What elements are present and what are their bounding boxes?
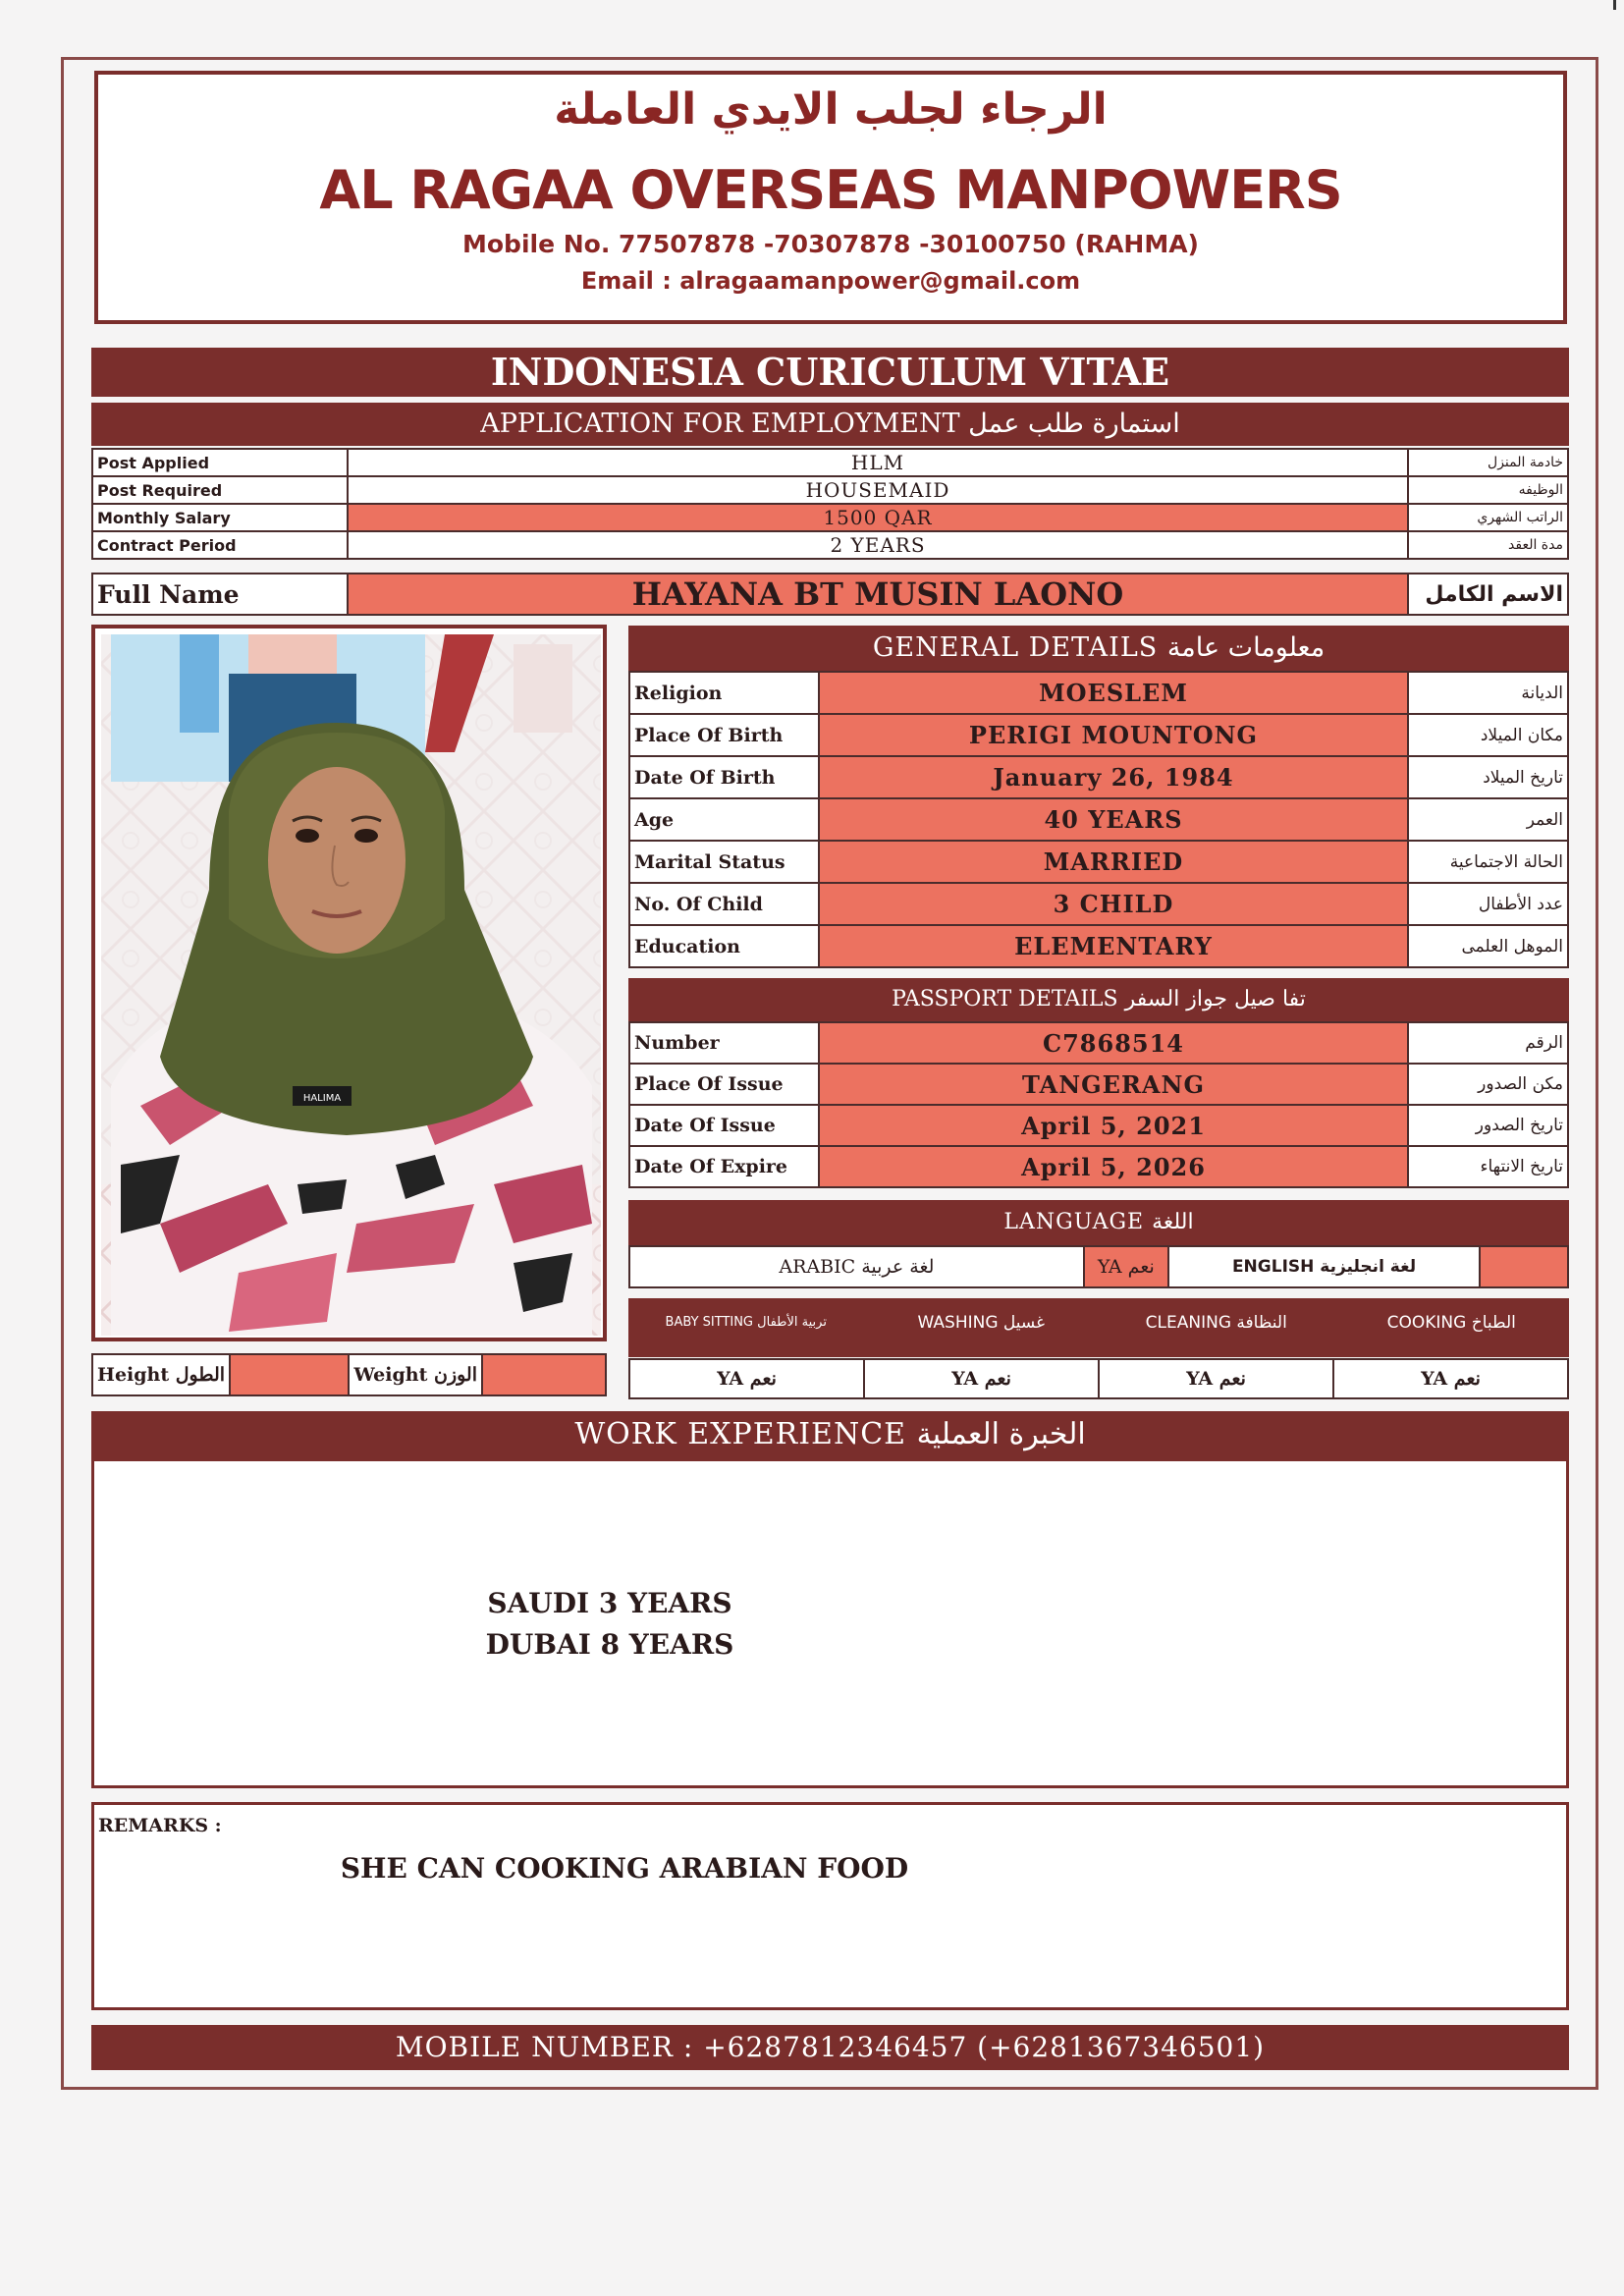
english-language-value: [1480, 1246, 1568, 1287]
scan-mark: [1613, 0, 1616, 10]
row-label: Post Applied: [92, 449, 348, 476]
table-row: [629, 1246, 1568, 1287]
work-experience-line: DUBAI 8 YEARS: [485, 1628, 734, 1661]
arabic-language-label: ARABIC لغة عربية: [629, 1246, 1084, 1287]
height-value: [230, 1354, 349, 1395]
remarks-label: REMARKS :: [98, 1815, 222, 1836]
table-row: [629, 925, 1568, 967]
row-label: No. Of Child: [629, 883, 819, 925]
table-row: [629, 1105, 1568, 1146]
row-label: Contract Period: [92, 531, 348, 559]
skill-value-cleaning: YA نعم: [1099, 1359, 1333, 1398]
row-arabic-label: تاريخ الانتهاء: [1408, 1146, 1568, 1187]
remarks-text: SHE CAN COOKING ARABIAN FOOD: [340, 1852, 909, 1885]
table-row: [629, 883, 1568, 925]
row-arabic-label: مدة العقد: [1408, 531, 1568, 559]
table-row: [92, 1354, 606, 1395]
table-row: [92, 449, 1568, 476]
skill-header-cleaning: CLEANING النظافة: [1145, 1313, 1287, 1333]
applicant-photo: [91, 625, 607, 1341]
row-value: 1500 QAR: [348, 504, 1408, 531]
row-value: HOUSEMAID: [348, 476, 1408, 504]
row-value: PERIGI MOUNTONG: [819, 714, 1408, 756]
work-experience-box: [91, 1458, 1569, 1788]
arabic-language-value: YA نعم: [1084, 1246, 1168, 1287]
skills-table: [628, 1358, 1569, 1399]
row-value: 3 CHILD: [819, 883, 1408, 925]
row-label: Marital Status: [629, 841, 819, 883]
skill-value-cooking: YA نعم: [1333, 1359, 1568, 1398]
row-arabic-label: الوظيفه: [1408, 476, 1568, 504]
company-arabic-name: الرجاء لجلب الايدي العاملة: [554, 84, 1108, 135]
row-label: Post Required: [92, 476, 348, 504]
row-value: TANGERANG: [819, 1064, 1408, 1105]
row-arabic-label: خادمة المنزل: [1408, 449, 1568, 476]
row-arabic-label: الحالة الاجتماعية: [1408, 841, 1568, 883]
company-email: Email : alragaamanpower@gmail.com: [580, 267, 1081, 295]
table-row: [629, 714, 1568, 756]
table-row: [629, 1146, 1568, 1187]
work-experience-header: WORK EXPERIENCE الخبرة العملية: [91, 1411, 1569, 1458]
skill-header-cooking: COOKING الطباخ: [1386, 1313, 1516, 1333]
row-label: Date Of Expire: [629, 1146, 819, 1187]
language-table: [628, 1245, 1569, 1288]
row-arabic-label: الديانة: [1408, 672, 1568, 714]
weight-value: [482, 1354, 606, 1395]
row-label: Religion: [629, 672, 819, 714]
document-title: INDONESIA CURICULUM VITAE: [91, 348, 1569, 397]
row-arabic-label: تاريخ الصدور: [1408, 1105, 1568, 1146]
table-row: [629, 1359, 1568, 1398]
table-row: [629, 1064, 1568, 1105]
company-mobile: Mobile No. 77507878 -70307878 -30100750 (RAHMA): [462, 230, 1199, 258]
skills-header: [628, 1298, 1569, 1357]
row-value: HLM: [348, 449, 1408, 476]
passport-details-header: PASSPORT DETAILS تفا صيل جواز السفر: [628, 978, 1569, 1021]
full-name-value: HAYANA BT MUSIN LAONO: [348, 574, 1408, 615]
company-header: [94, 71, 1567, 324]
skill-header-baby-sitting: BABY SITTING تربية الأطفال: [665, 1315, 827, 1330]
row-value: 2 YEARS: [348, 531, 1408, 559]
height-label: Height الطول: [92, 1354, 230, 1395]
row-value: MARRIED: [819, 841, 1408, 883]
height-weight-table: [91, 1353, 607, 1396]
table-row: [92, 504, 1568, 531]
work-experience-line: SAUDI 3 YEARS: [487, 1587, 732, 1619]
row-value: 40 YEARS: [819, 798, 1408, 841]
row-value: ELEMENTARY: [819, 925, 1408, 967]
row-label: Age: [629, 798, 819, 841]
row-value: MOESLEM: [819, 672, 1408, 714]
company-name: AL RAGAA OVERSEAS MANPOWERS: [319, 159, 1342, 221]
table-row: [92, 574, 1568, 615]
full-name-arabic-label: الاسم الكامل: [1408, 574, 1568, 615]
table-row: [629, 841, 1568, 883]
row-arabic-label: الراتب الشهري: [1408, 504, 1568, 531]
row-value: April 5, 2026: [819, 1146, 1408, 1187]
row-arabic-label: تاريخ الميلاد: [1408, 756, 1568, 798]
language-header: LANGUAGE اللغة: [628, 1200, 1569, 1245]
row-label: Place Of Issue: [629, 1064, 819, 1105]
row-arabic-label: مكن الصدور: [1408, 1064, 1568, 1105]
english-language-label: ENGLISH لغة انجليزية: [1168, 1246, 1481, 1287]
row-label: Place Of Birth: [629, 714, 819, 756]
row-label: Number: [629, 1022, 819, 1064]
row-label: Monthly Salary: [92, 504, 348, 531]
photo-badge-text: HALIMA: [302, 1093, 342, 1104]
remarks-box: [91, 1802, 1569, 2010]
row-value: C7868514: [819, 1022, 1408, 1064]
row-label: Date Of Issue: [629, 1105, 819, 1146]
mobile-number-bar: MOBILE NUMBER : +6287812346457 (+6281367346501): [91, 2025, 1569, 2070]
skill-value-baby-sitting: YA نعم: [629, 1359, 864, 1398]
row-arabic-label: مكان الميلاد: [1408, 714, 1568, 756]
passport-details-table: [628, 1021, 1569, 1188]
table-row: [629, 672, 1568, 714]
row-label: Education: [629, 925, 819, 967]
table-row: [92, 531, 1568, 559]
full-name-table: [91, 573, 1569, 616]
application-header: APPLICATION FOR EMPLOYMENT استمارة طلب عمل: [91, 403, 1569, 446]
table-row: [629, 798, 1568, 841]
skill-header-washing: WASHING غسيل: [917, 1313, 1045, 1333]
table-row: [92, 476, 1568, 504]
row-value: January 26, 1984: [819, 756, 1408, 798]
table-row: [629, 756, 1568, 798]
weight-label: Weight الوزن: [349, 1354, 482, 1395]
row-arabic-label: الموهل العلمى: [1408, 925, 1568, 967]
general-details-header: GENERAL DETAILS معلومات عامة: [628, 626, 1569, 671]
row-arabic-label: عدد الأطفال: [1408, 883, 1568, 925]
row-arabic-label: العمر: [1408, 798, 1568, 841]
full-name-label: Full Name: [92, 574, 348, 615]
general-details-table: [628, 671, 1569, 968]
row-value: April 5, 2021: [819, 1105, 1408, 1146]
applicant-portrait-image: [101, 634, 601, 1336]
skill-value-washing: YA نعم: [864, 1359, 1099, 1398]
row-label: Date Of Birth: [629, 756, 819, 798]
row-arabic-label: الرقم: [1408, 1022, 1568, 1064]
table-row: [629, 1022, 1568, 1064]
employment-table: [91, 448, 1569, 560]
